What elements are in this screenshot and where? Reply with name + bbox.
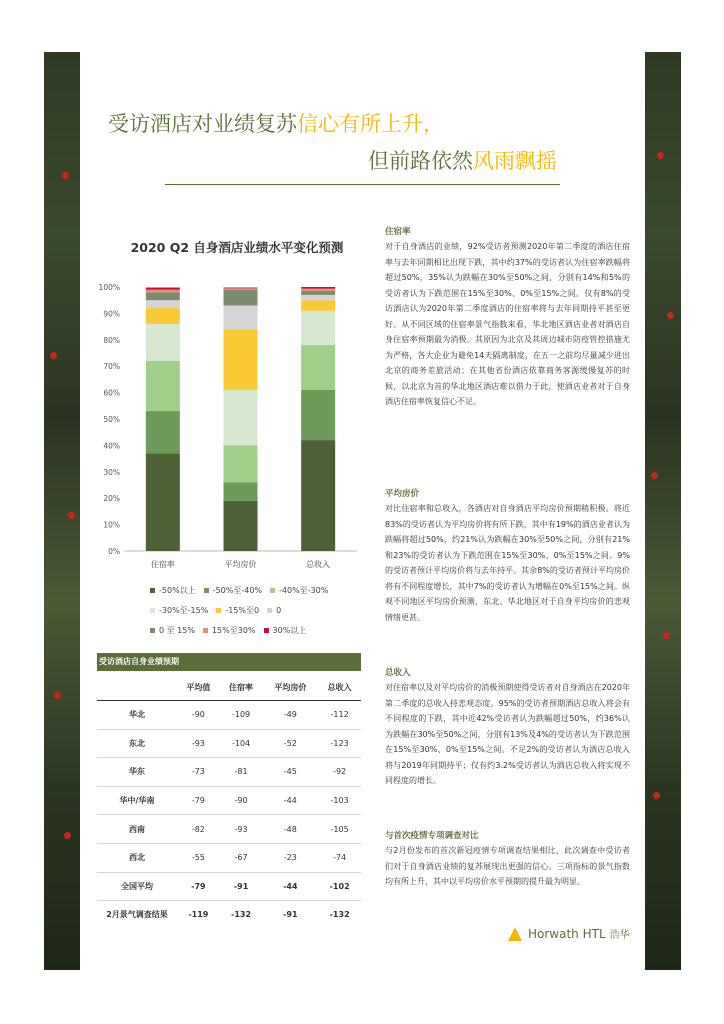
section-heading-occupancy: 住宿率 (385, 227, 411, 237)
table-cell: -132 (231, 910, 252, 920)
legend-swatch (150, 628, 155, 633)
region-expectation-table (97, 675, 361, 929)
stacked-bar-chart (92, 278, 362, 583)
legend-item (150, 585, 196, 596)
table-cell: -112 (318, 701, 361, 730)
bar-segment (224, 390, 258, 445)
table-cell: -79 (177, 872, 220, 901)
y-tick-label: 70% (103, 362, 120, 372)
page-title-line1 (108, 108, 444, 138)
legend-swatch (204, 588, 209, 593)
right-photo-band (645, 52, 681, 970)
table-cell: -123 (318, 729, 361, 758)
logo-brand: Horwath HTL (528, 926, 606, 941)
section-body-revenue: 对住宿率以及对平均房价的消极预期使得受访者对自身酒店在2020年第二季度的总收入持悲观态度。95%的受访者预期酒店总收入将会有不同程度的下跌，其中近42%受访者认为跌幅超过50%，约36%认为跌幅在30%至50%之间，分别有13%及4%的受访者认为下跌范围在15%至30%、0%至15%之间。不足2%的受访者认为酒店总收入将与2019年同期持平；仅有约3.2%受访者认为酒店总收入将实现不同程度的增长。 (385, 683, 630, 785)
table-row (97, 815, 361, 844)
y-tick-label: 30% (103, 467, 120, 477)
table-header-cell: 住宿率 (220, 675, 263, 701)
y-tick-label: 100% (98, 283, 120, 292)
region-label: 华东 (97, 758, 177, 787)
table-cell: -79 (177, 786, 220, 815)
table-cell: -48 (262, 815, 318, 844)
table-cell: -74 (318, 843, 361, 872)
legend-label: 0 (276, 606, 282, 615)
table-cell: -55 (177, 843, 220, 872)
left-photo-band (44, 52, 80, 970)
logo-brand-cn: 浩华 (609, 930, 630, 941)
legend-label: -30%至-15% (159, 606, 209, 615)
table-row (97, 729, 361, 758)
y-tick-label: 40% (103, 441, 120, 451)
legend-item (264, 625, 307, 636)
title-line1-a: 受访酒店对业绩复苏 (108, 112, 297, 136)
table-row (97, 786, 361, 815)
region-label: 2月景气调查结果 (106, 910, 168, 920)
y-tick-label: 90% (103, 309, 120, 319)
table-header-cell: 总收入 (318, 675, 361, 701)
bar-segment (146, 453, 180, 551)
table-row (97, 701, 361, 730)
x-tick-label: 住宿率 (150, 560, 175, 569)
legend-swatch (264, 628, 269, 633)
table-cell: -90 (220, 786, 263, 815)
table-title: 受访酒店自身业绩预期 (97, 653, 361, 671)
x-tick-label: 总收入 (306, 560, 331, 569)
table-cell: -91 (283, 910, 298, 920)
table-cell: -132 (329, 910, 350, 920)
bar-segment (146, 324, 180, 361)
table-cell: -91 (220, 872, 263, 901)
table-cell: -90 (177, 701, 220, 730)
y-tick-label: 60% (103, 388, 120, 398)
legend-swatch (267, 608, 272, 613)
y-tick-label: 10% (103, 520, 120, 530)
table-cell: -82 (177, 815, 220, 844)
legend-label: -15%至0 (225, 606, 260, 615)
table-cell: -49 (262, 701, 318, 730)
section-heading-comparison: 与首次疫情专项调查对比 (385, 831, 479, 841)
title-divider (165, 184, 560, 185)
legend-swatch (150, 588, 155, 593)
table-cell: -93 (220, 815, 263, 844)
legend-swatch (203, 628, 208, 633)
legend-label: -40%至-30% (279, 586, 329, 595)
bar-segment (224, 445, 258, 482)
bar-segment (224, 329, 258, 390)
table-header-cell (97, 675, 177, 701)
legend-label: 30%以上 (272, 626, 307, 635)
legend-label: 0 至 15% (159, 626, 195, 635)
bar-segment (146, 411, 180, 453)
title-line1-b: 信心有所上升， (297, 112, 444, 136)
bar-segment (146, 288, 180, 290)
legend-swatch (270, 588, 275, 593)
region-label: 东北 (97, 729, 177, 758)
legend-swatch (216, 608, 221, 613)
table-cell: -67 (220, 843, 263, 872)
legend-item (150, 625, 195, 636)
legend-item (267, 605, 281, 616)
bar-segment (301, 300, 335, 311)
legend-row (150, 625, 390, 636)
bar-segment (224, 288, 258, 289)
table-cell: -44 (262, 872, 318, 901)
legend-item (204, 585, 262, 596)
bar-segment (301, 291, 335, 295)
y-tick-label: 80% (103, 335, 120, 345)
section-heading-revenue: 总收入 (385, 668, 411, 678)
bar-segment (301, 287, 335, 289)
bar-segment (146, 300, 180, 308)
legend-label: -50%以上 (159, 586, 196, 595)
region-label: 西北 (97, 843, 177, 872)
legend-label: -50%至-40% (212, 586, 263, 595)
table-row (97, 758, 361, 787)
bar-segment (146, 361, 180, 411)
table-cell: -93 (177, 729, 220, 758)
bar-segment (301, 295, 335, 300)
bar-segment (301, 440, 335, 551)
legend-item (270, 585, 328, 596)
table-row (97, 843, 361, 872)
bar-segment (224, 501, 258, 551)
table-cell: -119 (188, 910, 209, 920)
bar-segment (224, 290, 258, 306)
x-tick-label: 平均房价 (224, 560, 257, 569)
region-label: 华北 (97, 701, 177, 730)
table-header-row (97, 675, 361, 701)
legend-row (150, 585, 390, 596)
title-line2-b: 风雨飘摇 (473, 149, 557, 173)
table-cell: -52 (262, 729, 318, 758)
chart-title: 2020 Q2 自身酒店业绩水平变化预测 (130, 240, 344, 255)
section-body-occupancy: 对于自身酒店的业绩，92%受访者预测2020年第二季度的酒店住宿率与去年同期相比出现下跌，其中约37%的受访者认为住宿率跌幅将超过50%，35%认为跌幅在30%至50%之间，分别有14%和5%的受访者认为下跌范围在15%至30%、0%至15%之间。仅有8%的受访酒店认为2020年第二季度酒店的住宿率将与去年同期持平甚至更好。从不同区域的住宿率景气指数来看，华北地区酒店业者对酒店自身住宿率预期最为消极。其原因为北京及其周边城市防疫管控措施尤为严格，各大企业为避免14天隔离制度，在五一之前均尽量减少进出北京的商务差旅活动；在其他省份酒店依靠商务客源缓慢复苏的时候，以北京为首的华北地区酒店难以借力于此，使酒店业者对于自身酒店住宿率恢复信心不足。 (385, 242, 630, 406)
bar-segment (146, 308, 180, 324)
section-heading-adr: 平均房价 (385, 489, 420, 499)
logo-triangle-icon (508, 927, 522, 941)
horwath-logo (508, 926, 630, 941)
y-tick-label: 50% (103, 415, 120, 424)
table-header-cell: 平均值 (177, 675, 220, 701)
table-cell: -44 (262, 786, 318, 815)
table-cell: -45 (262, 758, 318, 787)
chart-legend (150, 585, 390, 645)
legend-row (150, 605, 390, 616)
region-label: 全国平均 (97, 872, 177, 901)
table-cell: -81 (220, 758, 263, 787)
table-row-national-average (97, 872, 361, 901)
table-cell: -105 (318, 815, 361, 844)
bar-segment (146, 292, 180, 300)
legend-swatch (150, 608, 155, 613)
bar-segment (146, 290, 180, 293)
bar-segment (224, 482, 258, 500)
legend-item (216, 605, 259, 616)
y-tick-label: 0% (108, 547, 120, 556)
legend-item (203, 625, 256, 636)
bar-segment (224, 305, 258, 329)
bar-segment (224, 288, 258, 289)
table-cell: -73 (177, 758, 220, 787)
table-cell: -104 (220, 729, 263, 758)
table-cell: -103 (318, 786, 361, 815)
table-cell: -109 (220, 701, 263, 730)
bar-segment (301, 289, 335, 291)
table-cell: -92 (318, 758, 361, 787)
section-body-comparison: 与2月份发布的首次新冠疫情专项调查结果相比，此次调查中受访者们对于自身酒店业绩的复苏展现出更强的信心。三项指标的景气指数均有所上升，其中以平均房价水平预期的提升最为明显。 (385, 846, 630, 886)
bar-segment (301, 390, 335, 440)
table-header-cell: 平均房价 (262, 675, 318, 701)
y-tick-label: 20% (103, 494, 120, 504)
title-line2-a: 但前路依然 (368, 149, 473, 173)
section-body-adr: 对比住宿率和总收入，各酒店对自身酒店平均房价预期稍积极。将近83%的受访者认为平均房价将有所下跌，其中有19%的酒店业者认为跌幅将超过50%，约21%认为跌幅在30%至50%之间，分别有21%和23%的受访者认为下跌范围在15%至30%、0%至15%之间。9%的受访者预计平均房价将与去年持平。其余8%的受访者预计平均房价将有不同程度增长，其中7%的受访者认为增幅在0%至15%之间。纵观不同地区平均房价预测，东北、华北地区对于自身平均房价的悲观情绪更甚。 (385, 504, 630, 622)
table-row-february-result (97, 901, 361, 929)
page-title-line2 (368, 145, 557, 175)
table-cell: -102 (318, 872, 361, 901)
region-label: 西南 (97, 815, 177, 844)
legend-label: 15%至30% (211, 626, 256, 635)
bar-segment (301, 311, 335, 345)
bar-segment (301, 345, 335, 390)
region-label: 华中/华南 (97, 786, 177, 815)
table-cell: -23 (262, 843, 318, 872)
legend-item (150, 605, 208, 616)
